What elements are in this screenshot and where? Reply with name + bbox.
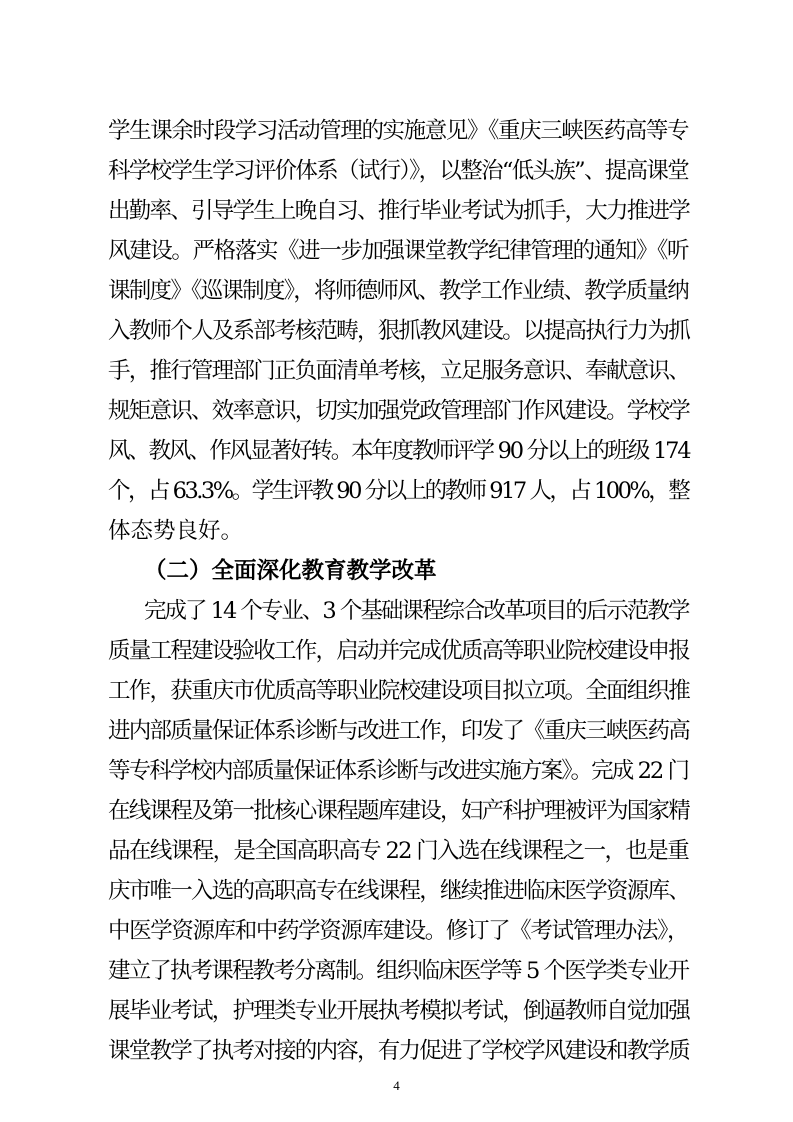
- paragraph-2-line-8: 庆市唯一入选的高职高专在线课程，继续推进临床医学资源库、: [108, 878, 690, 904]
- paragraph-2-line-10: 建立了执考课程教考分离制。组织临床医学等 5 个医学类专业开: [108, 958, 688, 984]
- paragraph-1-line-2: 科学校学生学习评价体系（试行）》，以整治“低头族”、提高课堂: [108, 158, 688, 184]
- paragraph-2-line-11: 展毕业考试，护理类专业开展执考模拟考试，倒逼教师自觉加强: [108, 998, 690, 1024]
- paragraph-1-line-8: 规矩意识、效率意识，切实加强党政管理部门作风建设。学校学: [108, 398, 690, 424]
- paragraph-1-line-1: 学生课余时段学习活动管理的实施意见》《重庆三峡医药高等专: [108, 118, 688, 144]
- page-number: 4: [393, 1078, 400, 1093]
- paragraph-1-line-6: 入教师个人及系部考核范畴，狠抓教风建设。以提高执行力为抓: [108, 318, 690, 344]
- paragraph-2-line-4: 进内部质量保证体系诊断与改进工作，印发了《重庆三峡医药高: [108, 718, 690, 744]
- paragraph-1-line-9: 风、教风、作风显著好转。本年度教师评学 90 分以上的班级 174: [108, 438, 690, 464]
- paragraph-1-line-11: 体态势良好。: [108, 518, 244, 544]
- paragraph-2-line-3: 工作，获重庆市优质高等职业院校建设项目拟立项。全面组织推: [108, 678, 690, 704]
- paragraph-1-line-7: 手，推行管理部门正负面清单考核，立足服务意识、奉献意识、: [108, 358, 690, 384]
- paragraph-2-line-12: 课堂教学了执考对接的内容，有力促进了学校学风建设和教学质: [108, 1038, 690, 1064]
- paragraph-2-line-9: 中医学资源库和中药学资源库建设。修订了《考试管理办法》，: [108, 918, 688, 944]
- paragraph-1-line-5: 课制度》《巡课制度》，将师德师风、教学工作业绩、教学质量纳: [108, 278, 688, 304]
- paragraph-2-line-5: 等专科学校内部质量保证体系诊断与改进实施方案》。完成 22 门: [108, 758, 688, 784]
- paragraph-1-line-10: 个，占 63.3%。学生评教 90 分以上的教师 917 人，占 100%，整: [108, 478, 689, 504]
- paragraph-2-line-1: 完成了 14 个专业、3 个基础课程综合改革项目的后示范教学: [144, 598, 689, 624]
- paragraph-2-line-6: 在线课程及第一批核心课程题库建设，妇产科护理被评为国家精: [108, 798, 690, 824]
- paragraph-2-line-7: 品在线课程，是全国高职高专 22 门入选在线课程之一，也是重: [108, 838, 688, 864]
- paragraph-2-line-2: 质量工程建设验收工作，启动并完成优质高等职业院校建设申报: [108, 638, 690, 664]
- paragraph-1-line-4: 风建设。严格落实《进一步加强课堂教学纪律管理的通知》《听: [108, 238, 688, 264]
- section-heading: （二）全面深化教育教学改革: [144, 558, 437, 584]
- paragraph-1-line-3: 出勤率、引导学生上晚自习、推行毕业考试为抓手，大力推进学: [108, 198, 690, 224]
